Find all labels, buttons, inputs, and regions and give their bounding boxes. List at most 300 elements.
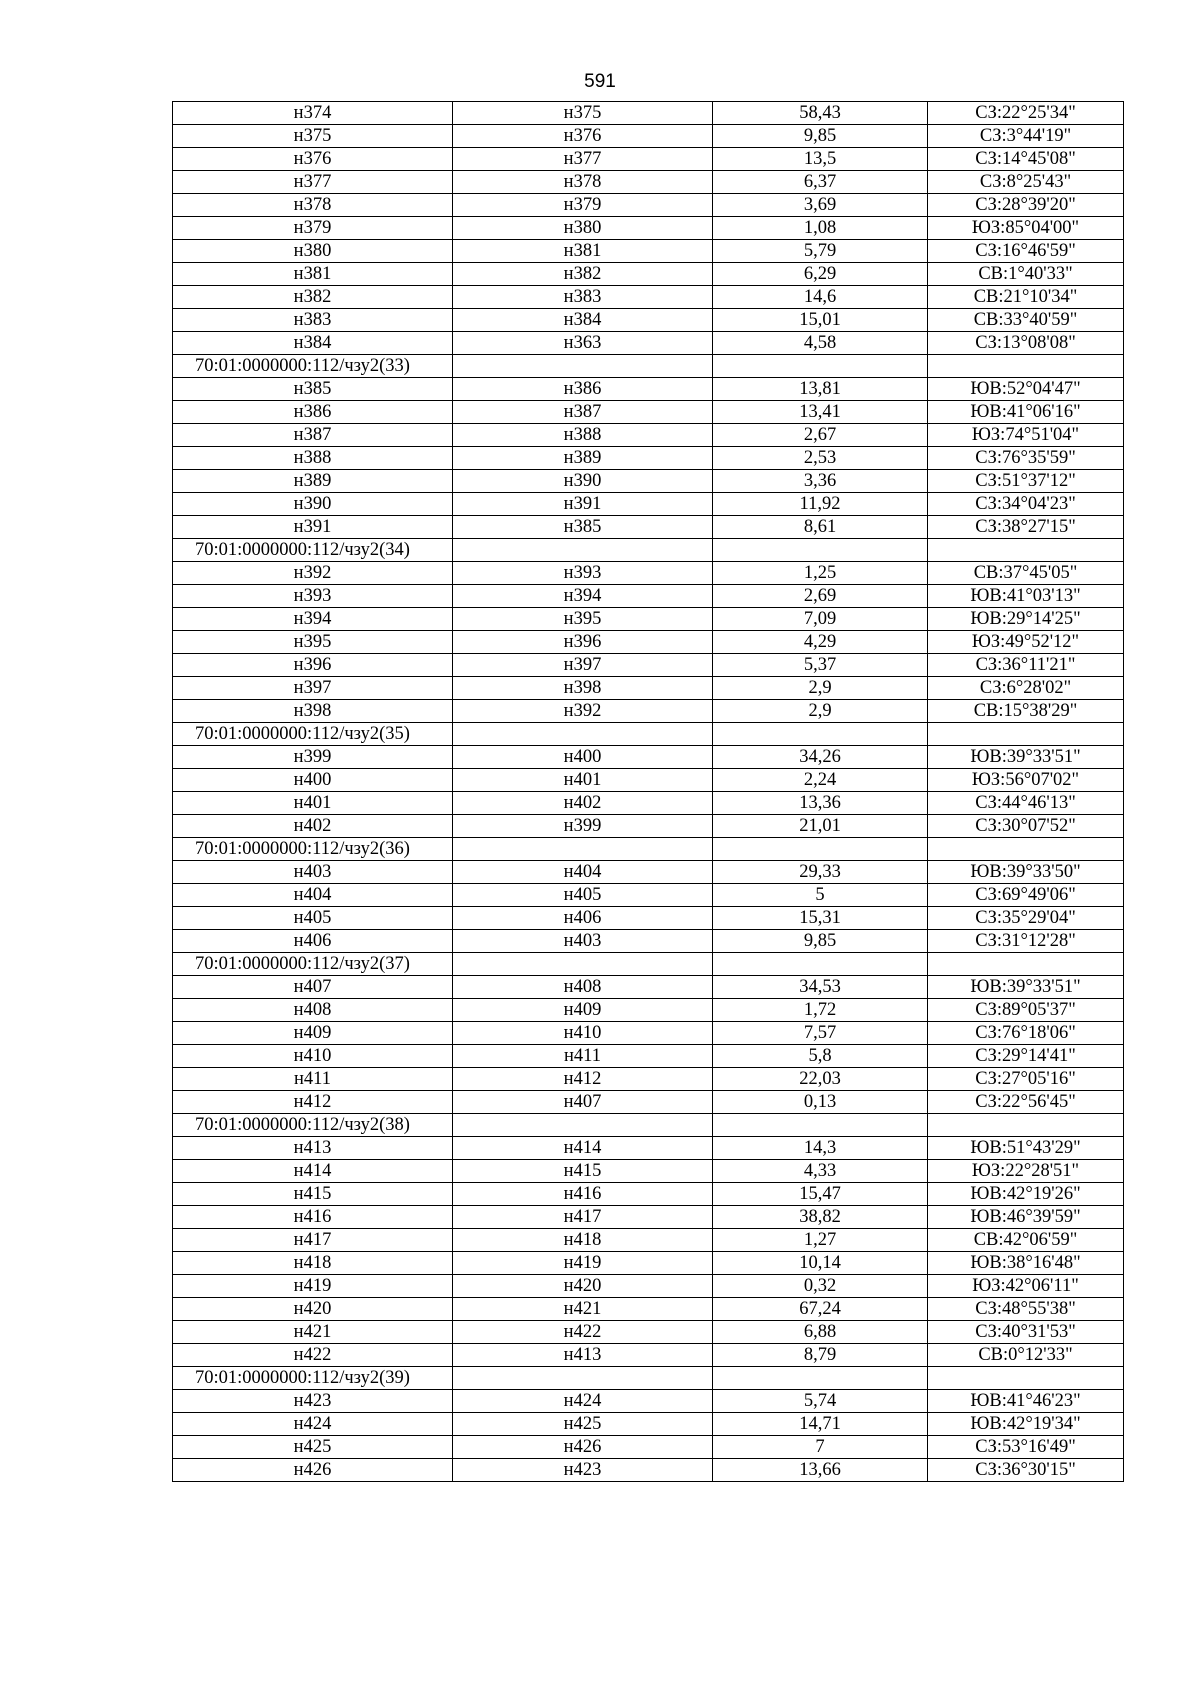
to-point-cell: н416: [453, 1183, 713, 1206]
table-row: [173, 1068, 1124, 1091]
from-point-cell: н411: [173, 1068, 453, 1091]
from-point-cell: н376: [173, 148, 453, 171]
to-point-cell: н409: [453, 999, 713, 1022]
table-row: [173, 1045, 1124, 1068]
to-point-cell: н423: [453, 1459, 713, 1482]
to-point-cell: н405: [453, 884, 713, 907]
from-point-cell: н399: [173, 746, 453, 769]
bearing-cell: ЮВ:41°46'23": [928, 1390, 1124, 1413]
to-point-cell: н419: [453, 1252, 713, 1275]
table-row: [173, 769, 1124, 792]
to-point-cell: н425: [453, 1413, 713, 1436]
table-row: [173, 125, 1124, 148]
length-cell: 1,25: [713, 562, 928, 585]
section-row: [173, 1114, 1124, 1137]
bearing-cell: СЗ:3°44'19": [928, 125, 1124, 148]
from-point-cell: н384: [173, 332, 453, 355]
empty-cell: [928, 1114, 1124, 1137]
to-point-cell: н417: [453, 1206, 713, 1229]
empty-cell: [453, 838, 713, 861]
to-point-cell: н404: [453, 861, 713, 884]
from-point-cell: н407: [173, 976, 453, 999]
bearing-cell: ЮВ:38°16'48": [928, 1252, 1124, 1275]
page-number: 591: [584, 71, 616, 92]
from-point-cell: н425: [173, 1436, 453, 1459]
to-point-cell: н411: [453, 1045, 713, 1068]
bearing-cell: СЗ:27°05'16": [928, 1068, 1124, 1091]
bearing-cell: СЗ:28°39'20": [928, 194, 1124, 217]
bearing-cell: СЗ:35°29'04": [928, 907, 1124, 930]
to-point-cell: н399: [453, 815, 713, 838]
length-cell: 67,24: [713, 1298, 928, 1321]
to-point-cell: н424: [453, 1390, 713, 1413]
from-point-cell: н401: [173, 792, 453, 815]
bearing-cell: ЮВ:29°14'25": [928, 608, 1124, 631]
to-point-cell: н392: [453, 700, 713, 723]
length-cell: 34,53: [713, 976, 928, 999]
bearing-cell: СЗ:89°05'37": [928, 999, 1124, 1022]
from-point-cell: н403: [173, 861, 453, 884]
bearing-cell: СЗ:8°25'43": [928, 171, 1124, 194]
section-row: [173, 723, 1124, 746]
from-point-cell: н400: [173, 769, 453, 792]
bearing-cell: СЗ:53°16'49": [928, 1436, 1124, 1459]
length-cell: 2,9: [713, 700, 928, 723]
to-point-cell: н385: [453, 516, 713, 539]
to-point-cell: н412: [453, 1068, 713, 1091]
to-point-cell: н401: [453, 769, 713, 792]
bearing-cell: ЮВ:39°33'51": [928, 976, 1124, 999]
section-label: 70:01:0000000:112/чзу2(38): [173, 1114, 453, 1137]
bearing-cell: ЮВ:42°19'34": [928, 1413, 1124, 1436]
length-cell: 6,88: [713, 1321, 928, 1344]
from-point-cell: н404: [173, 884, 453, 907]
bearing-cell: СВ:15°38'29": [928, 700, 1124, 723]
from-point-cell: н396: [173, 654, 453, 677]
table-row: [173, 700, 1124, 723]
length-cell: 3,69: [713, 194, 928, 217]
from-point-cell: н412: [173, 1091, 453, 1114]
empty-cell: [928, 539, 1124, 562]
to-point-cell: н379: [453, 194, 713, 217]
empty-cell: [713, 1114, 928, 1137]
bearing-cell: СЗ:44°46'13": [928, 792, 1124, 815]
from-point-cell: н374: [173, 102, 453, 125]
from-point-cell: н414: [173, 1160, 453, 1183]
section-label: 70:01:0000000:112/чзу2(37): [173, 953, 453, 976]
empty-cell: [453, 723, 713, 746]
table-row: [173, 999, 1124, 1022]
length-cell: 9,85: [713, 125, 928, 148]
from-point-cell: н406: [173, 930, 453, 953]
table-row: [173, 884, 1124, 907]
table-row: [173, 240, 1124, 263]
empty-cell: [928, 723, 1124, 746]
from-point-cell: н422: [173, 1344, 453, 1367]
to-point-cell: н382: [453, 263, 713, 286]
to-point-cell: н398: [453, 677, 713, 700]
table-row: [173, 516, 1124, 539]
length-cell: 1,27: [713, 1229, 928, 1252]
bearing-cell: СЗ:38°27'15": [928, 516, 1124, 539]
to-point-cell: н380: [453, 217, 713, 240]
length-cell: 2,9: [713, 677, 928, 700]
table-row: [173, 1344, 1124, 1367]
to-point-cell: н383: [453, 286, 713, 309]
table-row: [173, 1137, 1124, 1160]
bearing-cell: ЮВ:41°06'16": [928, 401, 1124, 424]
length-cell: 10,14: [713, 1252, 928, 1275]
from-point-cell: н387: [173, 424, 453, 447]
from-point-cell: н379: [173, 217, 453, 240]
from-point-cell: н421: [173, 1321, 453, 1344]
table-row: [173, 1459, 1124, 1482]
section-row: [173, 953, 1124, 976]
to-point-cell: н421: [453, 1298, 713, 1321]
from-point-cell: н423: [173, 1390, 453, 1413]
bearing-cell: ЮВ:46°39'59": [928, 1206, 1124, 1229]
length-cell: 13,5: [713, 148, 928, 171]
length-cell: 22,03: [713, 1068, 928, 1091]
to-point-cell: н403: [453, 930, 713, 953]
table-row: [173, 792, 1124, 815]
length-cell: 4,29: [713, 631, 928, 654]
length-cell: 14,3: [713, 1137, 928, 1160]
table-row: [173, 631, 1124, 654]
length-cell: 7,09: [713, 608, 928, 631]
to-point-cell: н363: [453, 332, 713, 355]
table-row: [173, 585, 1124, 608]
bearing-cell: ЮЗ:74°51'04": [928, 424, 1124, 447]
length-cell: 13,36: [713, 792, 928, 815]
to-point-cell: н390: [453, 470, 713, 493]
to-point-cell: н394: [453, 585, 713, 608]
bearing-cell: ЮВ:52°04'47": [928, 378, 1124, 401]
table-row: [173, 286, 1124, 309]
to-point-cell: н414: [453, 1137, 713, 1160]
table-row: [173, 148, 1124, 171]
table-row: [173, 102, 1124, 125]
from-point-cell: н417: [173, 1229, 453, 1252]
from-point-cell: н416: [173, 1206, 453, 1229]
length-cell: 5,79: [713, 240, 928, 263]
length-cell: 2,69: [713, 585, 928, 608]
section-row: [173, 1367, 1124, 1390]
from-point-cell: н393: [173, 585, 453, 608]
from-point-cell: н381: [173, 263, 453, 286]
empty-cell: [713, 838, 928, 861]
table-row: [173, 1436, 1124, 1459]
from-point-cell: н424: [173, 1413, 453, 1436]
length-cell: 15,47: [713, 1183, 928, 1206]
length-cell: 5,37: [713, 654, 928, 677]
bearing-cell: ЮВ:39°33'51": [928, 746, 1124, 769]
table-row: [173, 1321, 1124, 1344]
bearing-cell: ЮЗ:22°28'51": [928, 1160, 1124, 1183]
from-point-cell: н377: [173, 171, 453, 194]
length-cell: 38,82: [713, 1206, 928, 1229]
empty-cell: [453, 539, 713, 562]
bearing-cell: ЮЗ:56°07'02": [928, 769, 1124, 792]
table-row: [173, 1160, 1124, 1183]
from-point-cell: н380: [173, 240, 453, 263]
length-cell: 0,13: [713, 1091, 928, 1114]
from-point-cell: н426: [173, 1459, 453, 1482]
table-row: [173, 447, 1124, 470]
empty-cell: [713, 1367, 928, 1390]
from-point-cell: н389: [173, 470, 453, 493]
length-cell: 13,41: [713, 401, 928, 424]
bearing-cell: СВ:37°45'05": [928, 562, 1124, 585]
table-row: [173, 930, 1124, 953]
length-cell: 34,26: [713, 746, 928, 769]
section-label: 70:01:0000000:112/чзу2(34): [173, 539, 453, 562]
bearing-cell: ЮВ:39°33'50": [928, 861, 1124, 884]
table-row: [173, 378, 1124, 401]
from-point-cell: н413: [173, 1137, 453, 1160]
from-point-cell: н386: [173, 401, 453, 424]
length-cell: 14,6: [713, 286, 928, 309]
table-row: [173, 332, 1124, 355]
bearing-cell: ЮЗ:42°06'11": [928, 1275, 1124, 1298]
length-cell: 1,08: [713, 217, 928, 240]
table-row: [173, 1413, 1124, 1436]
to-point-cell: н402: [453, 792, 713, 815]
table-row: [173, 1252, 1124, 1275]
from-point-cell: н392: [173, 562, 453, 585]
empty-cell: [928, 953, 1124, 976]
table-row: [173, 1183, 1124, 1206]
to-point-cell: н387: [453, 401, 713, 424]
bearing-cell: СЗ:40°31'53": [928, 1321, 1124, 1344]
table-row: [173, 907, 1124, 930]
from-point-cell: н410: [173, 1045, 453, 1068]
to-point-cell: н413: [453, 1344, 713, 1367]
empty-cell: [928, 355, 1124, 378]
length-cell: 9,85: [713, 930, 928, 953]
to-point-cell: н407: [453, 1091, 713, 1114]
bearing-cell: ЮВ:41°03'13": [928, 585, 1124, 608]
empty-cell: [713, 539, 928, 562]
from-point-cell: н385: [173, 378, 453, 401]
length-cell: 15,31: [713, 907, 928, 930]
bearing-cell: СЗ:76°35'59": [928, 447, 1124, 470]
bearing-cell: СЗ:34°04'23": [928, 493, 1124, 516]
table-row: [173, 1091, 1124, 1114]
length-cell: 2,24: [713, 769, 928, 792]
to-point-cell: н376: [453, 125, 713, 148]
boundary-table-body: [173, 102, 1124, 1482]
empty-cell: [453, 1114, 713, 1137]
to-point-cell: н426: [453, 1436, 713, 1459]
table-row: [173, 401, 1124, 424]
from-point-cell: н398: [173, 700, 453, 723]
bearing-cell: СВ:21°10'34": [928, 286, 1124, 309]
length-cell: 1,72: [713, 999, 928, 1022]
length-cell: 58,43: [713, 102, 928, 125]
table-row: [173, 654, 1124, 677]
to-point-cell: н384: [453, 309, 713, 332]
to-point-cell: н393: [453, 562, 713, 585]
length-cell: 14,71: [713, 1413, 928, 1436]
length-cell: 21,01: [713, 815, 928, 838]
table-row: [173, 1229, 1124, 1252]
length-cell: 15,01: [713, 309, 928, 332]
length-cell: 13,81: [713, 378, 928, 401]
section-label: 70:01:0000000:112/чзу2(39): [173, 1367, 453, 1390]
table-row: [173, 861, 1124, 884]
to-point-cell: н406: [453, 907, 713, 930]
table-row: [173, 171, 1124, 194]
table-row: [173, 1390, 1124, 1413]
section-label: 70:01:0000000:112/чзу2(35): [173, 723, 453, 746]
bearing-cell: СВ:0°12'33": [928, 1344, 1124, 1367]
from-point-cell: н394: [173, 608, 453, 631]
length-cell: 5: [713, 884, 928, 907]
to-point-cell: н415: [453, 1160, 713, 1183]
length-cell: 8,79: [713, 1344, 928, 1367]
to-point-cell: н410: [453, 1022, 713, 1045]
from-point-cell: н395: [173, 631, 453, 654]
section-row: [173, 838, 1124, 861]
from-point-cell: н375: [173, 125, 453, 148]
to-point-cell: н408: [453, 976, 713, 999]
bearing-cell: ЮЗ:85°04'00": [928, 217, 1124, 240]
bearing-cell: СЗ:36°11'21": [928, 654, 1124, 677]
to-point-cell: н388: [453, 424, 713, 447]
boundary-table: [172, 101, 1124, 1482]
empty-cell: [713, 355, 928, 378]
length-cell: 7: [713, 1436, 928, 1459]
bearing-cell: СЗ:22°56'45": [928, 1091, 1124, 1114]
bearing-cell: СВ:42°06'59": [928, 1229, 1124, 1252]
length-cell: 4,58: [713, 332, 928, 355]
to-point-cell: н375: [453, 102, 713, 125]
bearing-cell: СЗ:31°12'28": [928, 930, 1124, 953]
section-label: 70:01:0000000:112/чзу2(33): [173, 355, 453, 378]
empty-cell: [713, 723, 928, 746]
bearing-cell: СЗ:14°45'08": [928, 148, 1124, 171]
from-point-cell: н378: [173, 194, 453, 217]
length-cell: 4,33: [713, 1160, 928, 1183]
from-point-cell: н382: [173, 286, 453, 309]
table-row: [173, 309, 1124, 332]
bearing-cell: ЮВ:42°19'26": [928, 1183, 1124, 1206]
length-cell: 6,37: [713, 171, 928, 194]
table-row: [173, 424, 1124, 447]
bearing-cell: СЗ:69°49'06": [928, 884, 1124, 907]
table-row: [173, 562, 1124, 585]
table-row: [173, 746, 1124, 769]
from-point-cell: н402: [173, 815, 453, 838]
table-row: [173, 1298, 1124, 1321]
from-point-cell: н420: [173, 1298, 453, 1321]
section-row: [173, 355, 1124, 378]
bearing-cell: ЮЗ:49°52'12": [928, 631, 1124, 654]
length-cell: 7,57: [713, 1022, 928, 1045]
empty-cell: [453, 1367, 713, 1390]
length-cell: 3,36: [713, 470, 928, 493]
table-row: [173, 1206, 1124, 1229]
bearing-cell: СЗ:48°55'38": [928, 1298, 1124, 1321]
table-row: [173, 815, 1124, 838]
length-cell: 5,8: [713, 1045, 928, 1068]
from-point-cell: н419: [173, 1275, 453, 1298]
bearing-cell: СЗ:51°37'12": [928, 470, 1124, 493]
section-row: [173, 539, 1124, 562]
empty-cell: [928, 1367, 1124, 1390]
from-point-cell: н383: [173, 309, 453, 332]
section-label: 70:01:0000000:112/чзу2(36): [173, 838, 453, 861]
table-row: [173, 470, 1124, 493]
length-cell: 29,33: [713, 861, 928, 884]
table-row: [173, 976, 1124, 999]
empty-cell: [713, 953, 928, 976]
bearing-cell: СЗ:36°30'15": [928, 1459, 1124, 1482]
from-point-cell: н415: [173, 1183, 453, 1206]
bearing-cell: СЗ:16°46'59": [928, 240, 1124, 263]
length-cell: 13,66: [713, 1459, 928, 1482]
bearing-cell: СВ:33°40'59": [928, 309, 1124, 332]
table-row: [173, 194, 1124, 217]
from-point-cell: н391: [173, 516, 453, 539]
bearing-cell: СЗ:30°07'52": [928, 815, 1124, 838]
table-row: [173, 493, 1124, 516]
bearing-cell: СЗ:13°08'08": [928, 332, 1124, 355]
to-point-cell: н397: [453, 654, 713, 677]
from-point-cell: н397: [173, 677, 453, 700]
to-point-cell: н377: [453, 148, 713, 171]
table-row: [173, 1022, 1124, 1045]
to-point-cell: н386: [453, 378, 713, 401]
to-point-cell: н389: [453, 447, 713, 470]
to-point-cell: н391: [453, 493, 713, 516]
length-cell: 0,32: [713, 1275, 928, 1298]
to-point-cell: н396: [453, 631, 713, 654]
from-point-cell: н405: [173, 907, 453, 930]
from-point-cell: н390: [173, 493, 453, 516]
to-point-cell: н395: [453, 608, 713, 631]
table-row: [173, 263, 1124, 286]
to-point-cell: н400: [453, 746, 713, 769]
empty-cell: [928, 838, 1124, 861]
to-point-cell: н422: [453, 1321, 713, 1344]
empty-cell: [453, 355, 713, 378]
bearing-cell: СЗ:76°18'06": [928, 1022, 1124, 1045]
length-cell: 5,74: [713, 1390, 928, 1413]
from-point-cell: н388: [173, 447, 453, 470]
length-cell: 11,92: [713, 493, 928, 516]
to-point-cell: н418: [453, 1229, 713, 1252]
bearing-cell: СЗ:6°28'02": [928, 677, 1124, 700]
from-point-cell: н408: [173, 999, 453, 1022]
from-point-cell: н409: [173, 1022, 453, 1045]
bearing-cell: СЗ:29°14'41": [928, 1045, 1124, 1068]
bearing-cell: СЗ:22°25'34": [928, 102, 1124, 125]
from-point-cell: н418: [173, 1252, 453, 1275]
empty-cell: [453, 953, 713, 976]
to-point-cell: н378: [453, 171, 713, 194]
length-cell: 2,67: [713, 424, 928, 447]
length-cell: 2,53: [713, 447, 928, 470]
to-point-cell: н381: [453, 240, 713, 263]
table-row: [173, 217, 1124, 240]
bearing-cell: СВ:1°40'33": [928, 263, 1124, 286]
to-point-cell: н420: [453, 1275, 713, 1298]
table-row: [173, 608, 1124, 631]
length-cell: 8,61: [713, 516, 928, 539]
table-row: [173, 677, 1124, 700]
